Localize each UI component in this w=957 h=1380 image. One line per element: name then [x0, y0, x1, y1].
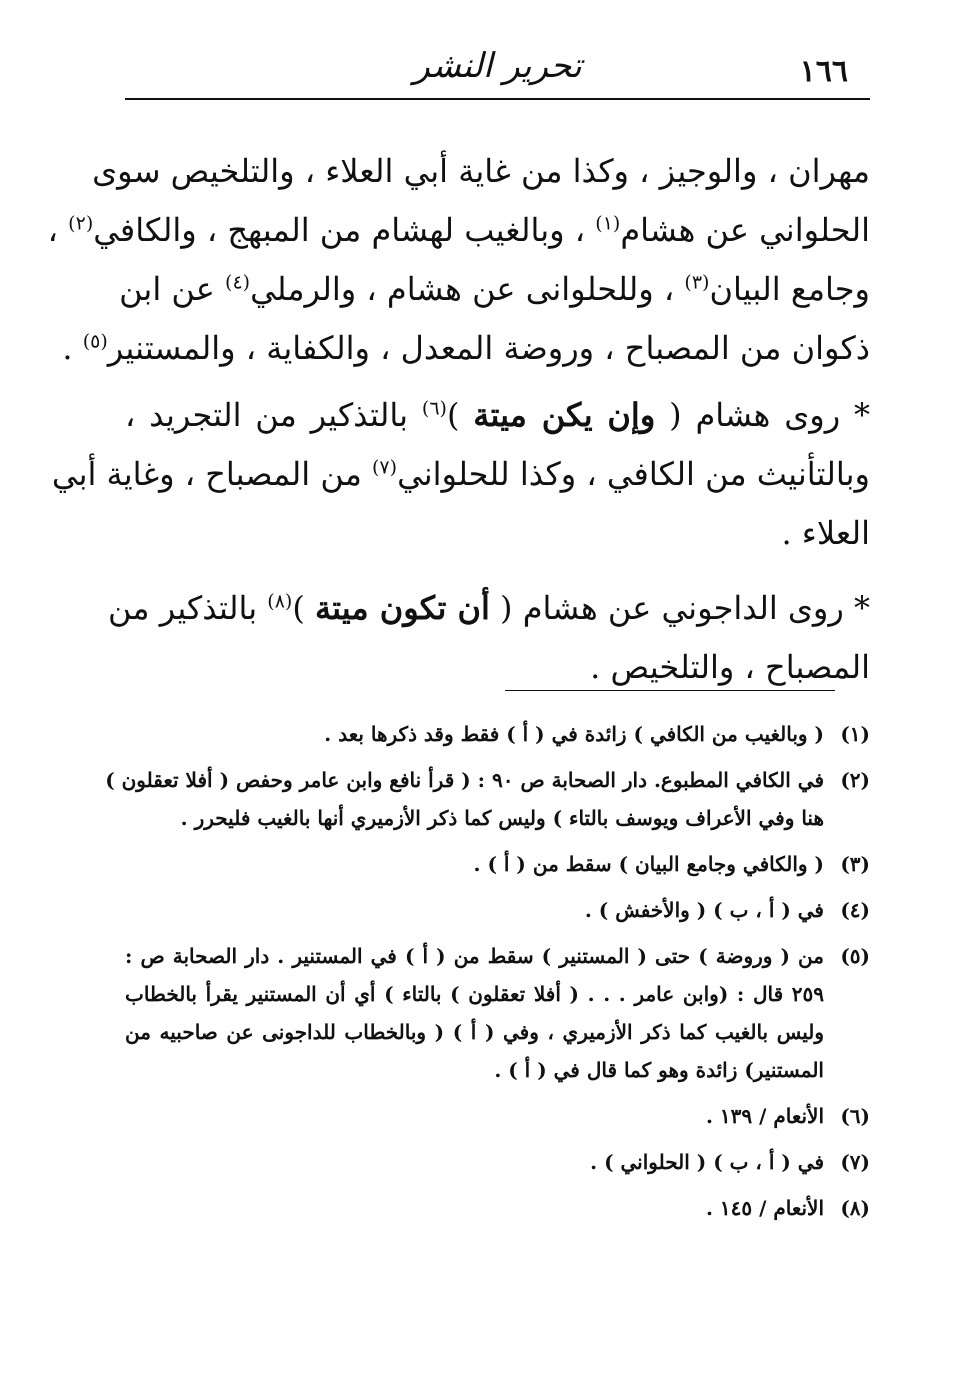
footnote-number: (٨): [840, 1196, 870, 1220]
text-line: العلاء .: [781, 514, 870, 552]
footnote-2: [105, 761, 870, 837]
text-line: * روى الداجوني عن هشام ( أن تكون ميتة )$^{(٨)}$ بالتذكير من: [108, 589, 870, 627]
paragraph-2: [51, 386, 871, 563]
page-header: [125, 40, 870, 102]
footnote-7: [125, 1143, 870, 1181]
footnote-line: في ( أ ، ب ) ( الحلواني ) .: [590, 1150, 824, 1174]
paragraph-3: [108, 579, 870, 697]
paragraph-1: [47, 142, 870, 378]
footnote-ref-2[interactable]: (٢): [68, 212, 94, 235]
quran-quote: أن تكون ميتة: [314, 589, 490, 627]
footnote-line: في الكافي المطبوع. دار الصحابة ص ٩٠ : ( قرأ نافع وابن عامر وحفص ( أفلا تعقلون ): [105, 768, 824, 792]
footnote-number: (٥): [840, 944, 870, 968]
footnote-ref-4[interactable]: (٤): [225, 271, 251, 294]
footnote-line: وليس بالغيب كما ذكر الأزميري ، وفي ( أ ) ( وبالخطاب للداجونى عن صاحبيه من: [125, 1020, 824, 1044]
footnote-5: [125, 937, 870, 1089]
footnote-number: (١): [840, 722, 870, 746]
footnote-line: في ( أ ، ب ) ( والأخفش ) .: [584, 898, 824, 922]
header-rule: [125, 98, 870, 100]
footnote-line: ( والكافي وجامع البيان ) سقط من ( أ ) .: [473, 852, 824, 876]
text-line: وجامع البيان$^{(٣)}$ ، وللحلوانى عن هشام ، والرملي$^{(٤)}$ عن ابن: [119, 270, 870, 308]
text-line: المصباح ، والتلخيص .: [590, 648, 870, 686]
footnote-line: الأنعام / ١٣٩ .: [705, 1104, 824, 1128]
running-title-calligraphy: تحرير النشر: [413, 46, 582, 86]
text-line: مهران ، والوجيز ، وكذا من غاية أبي العلاء ، والتلخيص سوى: [92, 152, 870, 190]
footnote-line: من ( وروضة ) حتى ( المستنير ) سقط من ( أ ) في المستنير . دار الصحابة ص :: [125, 944, 824, 968]
footnote-number: (٤): [840, 898, 870, 922]
footnote-ref-8[interactable]: (٨): [267, 590, 293, 613]
quran-quote: وإن يكن ميتة: [473, 396, 656, 434]
footnote-number: (٧): [840, 1150, 870, 1174]
footnote-1: [125, 715, 870, 753]
footnote-number: (٦): [840, 1104, 870, 1128]
text-line: وبالتأنيث من الكافي ، وكذا للحلواني$^{(٧)}$ من المصباح ، وغاية أبي: [51, 455, 870, 493]
text-line: * روى هشام ( وإن يكن ميتة )$^{(٦)}$ بالتذكير من التجريد ،: [125, 396, 871, 434]
footnote-line: ٢٥٩ قال : (وابن عامر . . . ( أفلا تعقلون ) بالتاء ) أي أن المستنير يقرأ بالخطاب: [125, 982, 824, 1006]
footnote-number: (٢): [840, 768, 870, 792]
footnote-ref-5[interactable]: (٥): [82, 330, 108, 353]
footnote-line: الأنعام / ١٤٥ .: [705, 1196, 824, 1220]
text-line: الحلواني عن هشام$^{(١)}$ ، وبالغيب لهشام من المبهج ، والكافي$^{(٢)}$ ،: [47, 211, 870, 249]
footnote-line: المستنير) زائدة وهو كما قال في ( أ ) .: [494, 1058, 824, 1082]
footnote-ref-1[interactable]: (١): [595, 212, 621, 235]
page-number: ١٦٦: [799, 54, 848, 89]
footnote-ref-3[interactable]: (٣): [684, 271, 710, 294]
footnote-4: [125, 891, 870, 929]
footnote-ref-7[interactable]: (٧): [372, 456, 398, 479]
footnote-8: [125, 1189, 870, 1227]
footnote-ref-6[interactable]: (٦): [421, 397, 447, 420]
footnote-number: (٣): [840, 852, 870, 876]
footnote-6: [125, 1097, 870, 1135]
footnote-3: [125, 845, 870, 883]
footnotes: [105, 715, 870, 1227]
footnote-line: هنا وفي الأعراف ويوسف بالتاء ) وليس كما ذكر الأزميري أنها بالغيب فليحرر .: [180, 806, 824, 830]
footnote-line: ( وبالغيب من الكافي ) زائدة في ( أ ) فقط وقد ذكرها بعد .: [324, 722, 824, 746]
main-text: [47, 142, 871, 697]
text-line: ذكوان من المصباح ، وروضة المعدل ، والكفاية ، والمستنير$^{(٥)}$ .: [62, 329, 870, 367]
footnote-separator: [505, 690, 835, 691]
